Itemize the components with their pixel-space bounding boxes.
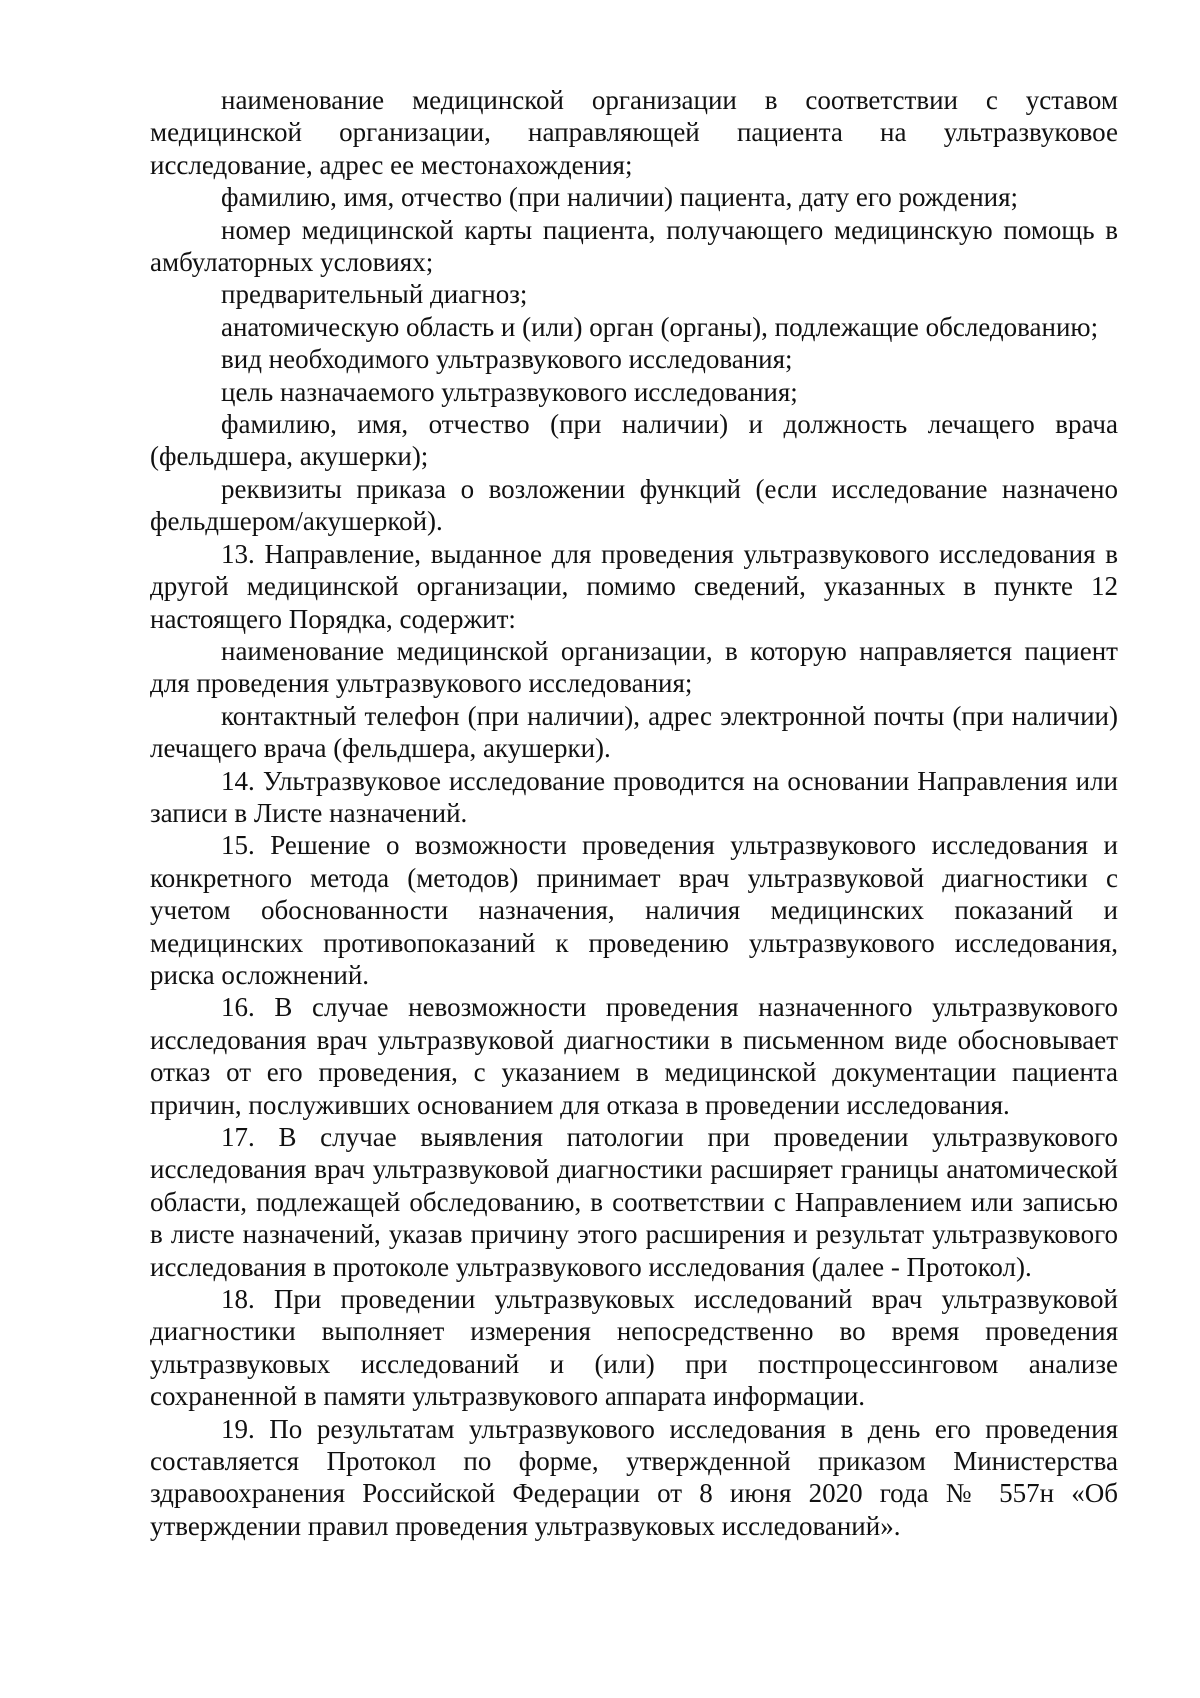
paragraph-receiving-organization: наименование медицинской организации, в которую направляется пациент для проведения ультразвукового исследования; <box>150 635 1118 699</box>
paragraph-item-19: 19. По результатам ультразвукового исследования в день его проведения составляется Протокол по форме, утвержденной приказом Министерства здравоохранения Российской Федерации от 8 июня 2020 года № 557н «Об утверждении правил проведения ультразвуковых исследований». <box>150 1413 1118 1541</box>
paragraph-item-15: 15. Решение о возможности проведения ультразвукового исследования и конкретного метода (методов) принимает врач ультразвуковой диагностики с учетом обоснованности назначения, наличия медицинских показаний и медицинских противопоказаний к проведению ультразвукового исследования, риска осложнений. <box>150 830 1118 990</box>
paragraph-exam-type: вид необходимого ультразвукового исследования; <box>221 344 793 375</box>
paragraph-preliminary-diagnosis: предварительный диагноз; <box>221 279 528 310</box>
paragraph-doctor-name: фамилию, имя, отчество (при наличии) и должность лечащего врача (фельдшера, акушерки); <box>150 409 1118 472</box>
paragraph-item-16: 16. В случае невозможности проведения назначенного ультразвукового исследования врач ультразвуковой диагностики в письменном виде обосновывает отказ от его проведения, с указанием в медицинской документации пациента причин, послуживших основанием для отказа в проведении исследования. <box>150 992 1118 1120</box>
paragraph-exam-purpose: цель назначаемого ультразвукового исследования; <box>221 376 798 407</box>
paragraph-item-17: 17. В случае выявления патологии при проведении ультразвукового исследования врач ультразвуковой диагностики расширяет границы анатомической области, подлежащей обследованию, в соответствии с Направлением или записью в листе назначений, указав причину этого расширения и результат ультразвукового исследования в протоколе ультразвукового исследования (далее - Протокол). <box>150 1122 1118 1282</box>
paragraph-item-14: 14. Ультразвуковое исследование проводится на основании Направления или записи в Листе назначений. <box>150 765 1118 828</box>
document-body <box>150 84 1118 1542</box>
paragraph-item-13: 13. Направление, выданное для проведения ультразвукового исследования в другой медицинской организации, помимо сведений, указанных в пункте 12 настоящего Порядка, содержит: <box>150 538 1118 634</box>
paragraph-item-18: 18. При проведении ультразвуковых исследований врач ультразвуковой диагностики выполняет измерения непосредственно во время проведения ультразвуковых исследований и (или) при постпроцессинговом анализе сохраненной в памяти ультразвукового аппарата информации. <box>150 1284 1118 1412</box>
paragraph-medical-card-number: номер медицинской карты пациента, получающего медицинскую помощь в амбулаторных условиях; <box>150 214 1118 278</box>
paragraph-organization-name: наименование медицинской организации в соответствии с уставом медицинской организации, направляющей пациента на ультразвуковое исследование, адрес ее местонахождения; <box>150 85 1118 180</box>
paragraph-patient-name: фамилию, имя, отчество (при наличии) пациента, дату его рождения; <box>221 182 1019 213</box>
paragraph-order-details: реквизиты приказа о возложении функций (если исследование назначено фельдшером/акушеркой). <box>150 473 1118 537</box>
paragraph-anatomical-area: анатомическую область и (или) орган (органы), подлежащие обследованию; <box>221 311 1099 342</box>
paragraph-contact-phone: контактный телефон (при наличии), адрес электронной почты (при наличии) лечащего врача (фельдшера, акушерки). <box>150 700 1118 764</box>
